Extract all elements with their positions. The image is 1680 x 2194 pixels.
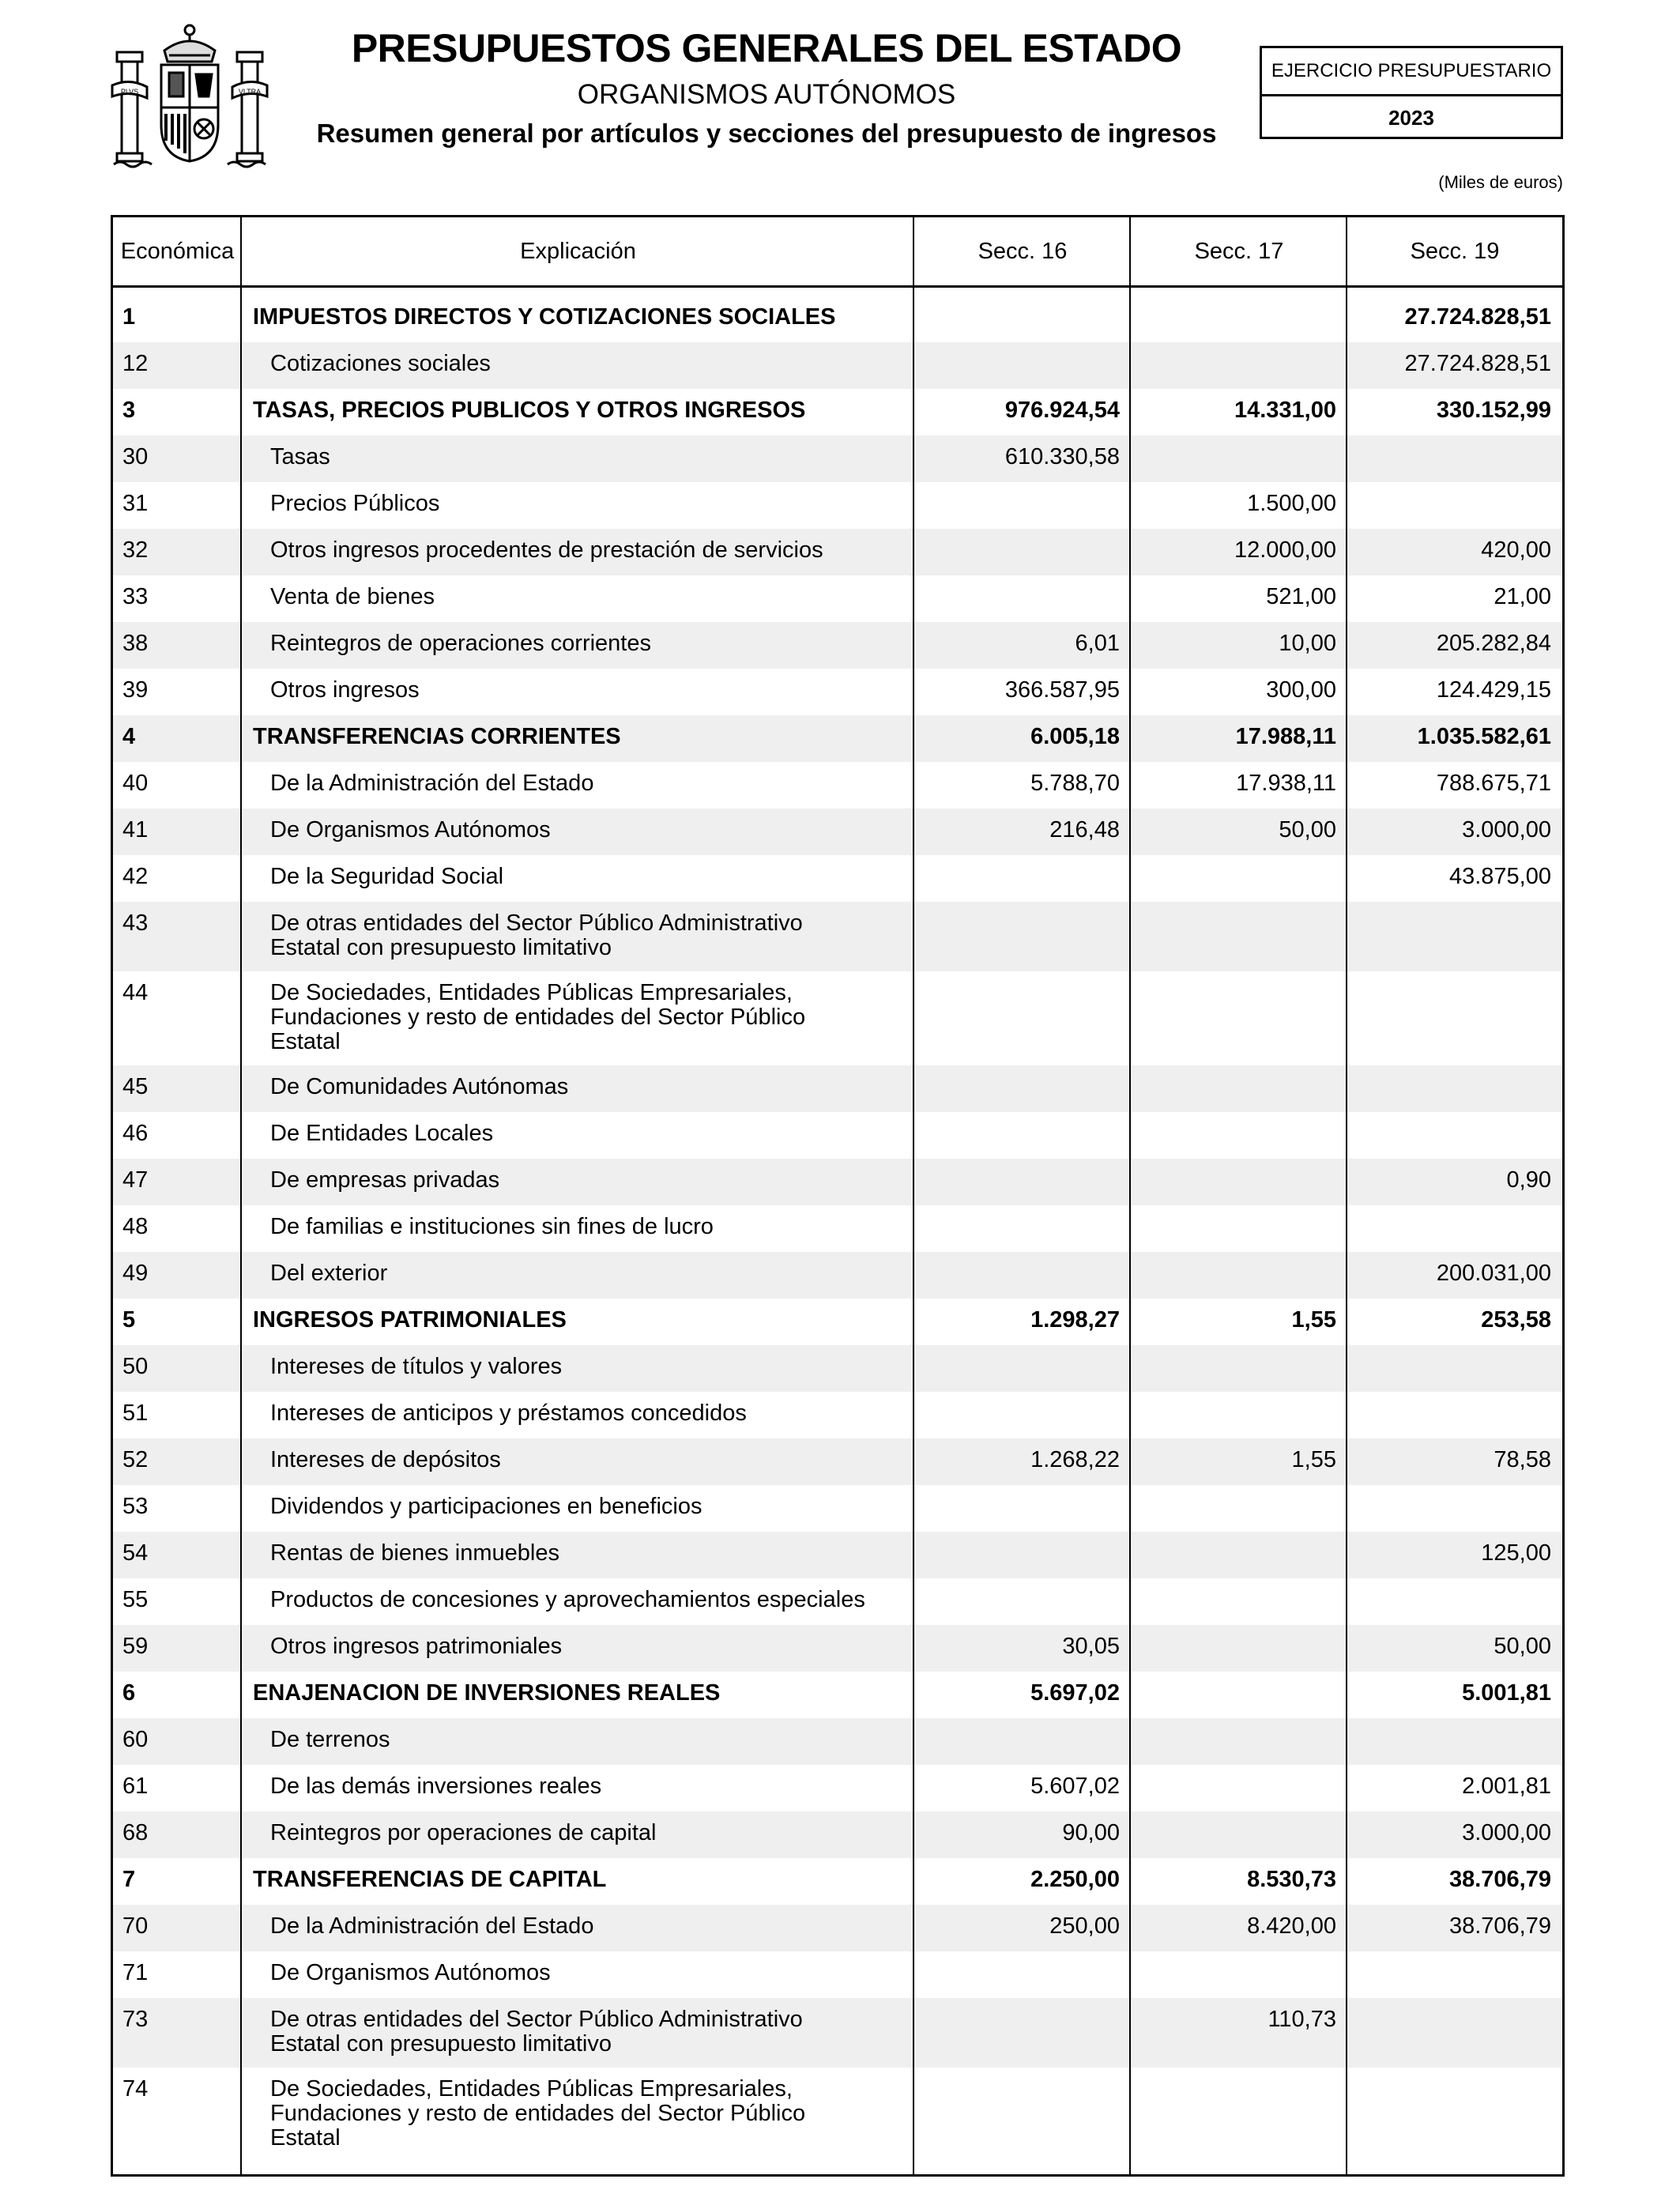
cell-secc17: [1131, 971, 1347, 1065]
cell-secc16: [914, 1159, 1131, 1205]
cell-secc16: 610.330,58: [1004, 444, 1120, 469]
cell-secc17: 8.420,00: [1247, 1913, 1336, 1939]
cell-secc16: [914, 1718, 1131, 1765]
cell-economica: 47: [122, 1167, 149, 1193]
cell-explicacion: Otros ingresos patrimoniales: [270, 1634, 563, 1659]
cell-secc19: 38.706,79: [1448, 1913, 1551, 1939]
table-row: [113, 342, 1562, 389]
cell-secc17: [1131, 1205, 1347, 1252]
col-header-secc17: Secc. 17: [1194, 238, 1284, 264]
table-row: [113, 1438, 1562, 1485]
cell-secc19: 788.675,71: [1436, 771, 1551, 796]
cell-explicacion: De Sociedades, Entidades Públicas Empresariales, Fundaciones y resto de entidades del Sector Público Estatal: [270, 980, 806, 1054]
cell-secc16: [914, 1532, 1131, 1578]
table-row: [113, 669, 1562, 715]
table-row: [113, 296, 1562, 342]
cell-secc16: 366.587,95: [1004, 677, 1120, 703]
cell-secc17: 12.000,00: [1234, 537, 1336, 563]
cell-secc16: [914, 529, 1131, 575]
cell-secc19: 27.724.828,51: [1404, 351, 1551, 376]
cell-secc17: [1131, 1672, 1347, 1718]
cell-secc19: [1347, 1392, 1562, 1438]
table-row: [113, 1485, 1562, 1532]
cell-economica: 4: [122, 724, 136, 749]
table-row: [113, 1065, 1562, 1112]
cell-economica: 40: [122, 771, 149, 796]
cell-secc19: [1347, 1578, 1562, 1625]
table-row: [113, 809, 1562, 855]
table-row: [113, 1858, 1562, 1905]
cell-economica: 5: [122, 1307, 136, 1333]
cell-explicacion: De la Administración del Estado: [270, 1913, 594, 1939]
coat-motto-right: VLTRA: [238, 88, 262, 96]
cell-economica: 46: [122, 1121, 149, 1146]
cell-secc16: [914, 1112, 1131, 1159]
cell-secc17: 8.530,73: [1247, 1867, 1336, 1892]
cell-secc17: [1131, 1252, 1347, 1299]
table-row: [113, 1905, 1562, 1951]
cell-explicacion: Productos de concesiones y aprovechamientos especiales: [270, 1587, 865, 1612]
table-row: [113, 529, 1562, 575]
cell-secc17: [1131, 1578, 1347, 1625]
cell-secc17: [1131, 1065, 1347, 1112]
fiscal-year-value: 2023: [1388, 105, 1434, 130]
cell-explicacion: Otros ingresos: [270, 677, 420, 703]
cell-economica: 73: [122, 2007, 149, 2032]
cell-economica: 38: [122, 631, 149, 656]
cell-secc19: 205.282,84: [1436, 631, 1551, 656]
page-summary: Resumen general por artículos y secciones del presupuesto de ingresos: [316, 119, 1217, 148]
cell-secc19: 5.001,81: [1462, 1680, 1551, 1706]
cell-secc19: [1347, 1345, 1562, 1392]
cell-secc19: 38.706,79: [1448, 1867, 1551, 1892]
cell-secc19: 2.001,81: [1462, 1774, 1551, 1799]
cell-secc19: 420,00: [1481, 537, 1551, 563]
cell-secc19: 21,00: [1494, 584, 1551, 609]
cell-secc19: [1347, 2068, 1562, 2162]
cell-secc16: [914, 575, 1131, 622]
cell-secc16: [914, 1345, 1131, 1392]
cell-explicacion: Intereses de anticipos y préstamos concedidos: [270, 1400, 747, 1426]
table-row: [113, 1951, 1562, 1998]
cell-secc17: 14.331,00: [1234, 398, 1336, 423]
cell-secc19: [1347, 482, 1562, 529]
cell-economica: 71: [122, 1960, 149, 1985]
cell-secc16: [914, 971, 1131, 1065]
cell-secc16: 5.607,02: [1030, 1774, 1120, 1799]
cell-economica: 51: [122, 1400, 149, 1426]
cell-secc16: [914, 1392, 1131, 1438]
cell-economica: 44: [122, 980, 149, 1005]
cell-economica: 6: [122, 1680, 136, 1706]
table-body: [113, 288, 1562, 2162]
cell-explicacion: De otras entidades del Sector Público Administrativo Estatal con presupuesto limitativo: [270, 910, 803, 960]
cell-economica: 31: [122, 491, 149, 516]
cell-explicacion: De las demás inversiones reales: [270, 1774, 602, 1799]
cell-secc17: [1131, 1765, 1347, 1811]
cell-explicacion: Precios Públicos: [270, 491, 440, 516]
table-row: [113, 1345, 1562, 1392]
table-row: [113, 435, 1562, 482]
cell-secc17: [1131, 1532, 1347, 1578]
budget-table: [111, 215, 1565, 2177]
cell-economica: 41: [122, 817, 149, 843]
cell-secc19: 3.000,00: [1462, 817, 1551, 843]
cell-secc16: 90,00: [1062, 1820, 1120, 1845]
cell-secc17: 300,00: [1266, 677, 1336, 703]
cell-economica: 32: [122, 537, 149, 563]
cell-secc19: 3.000,00: [1462, 1820, 1551, 1845]
table-row: [113, 1252, 1562, 1299]
cell-explicacion: De empresas privadas: [270, 1167, 500, 1193]
cell-secc16: 30,05: [1062, 1634, 1120, 1659]
cell-economica: 30: [122, 444, 149, 469]
title-block: [284, 24, 1249, 152]
cell-economica: 43: [122, 910, 149, 936]
col-header-explicacion: Explicación: [520, 238, 636, 264]
cell-economica: 33: [122, 584, 149, 609]
table-header: [113, 217, 1562, 288]
fiscal-year-label: EJERCICIO PRESUPUESTARIO: [1262, 48, 1561, 96]
table-row: [113, 1998, 1562, 2068]
cell-secc16: 6,01: [1075, 631, 1120, 656]
cell-economica: 7: [122, 1867, 136, 1892]
table-row: [113, 1765, 1562, 1811]
cell-secc17: [1131, 1811, 1347, 1858]
cell-economica: 70: [122, 1913, 149, 1939]
cell-secc17: 50,00: [1279, 817, 1336, 843]
cell-secc17: [1131, 1718, 1347, 1765]
cell-secc16: 216,48: [1049, 817, 1120, 843]
cell-secc16: [914, 2068, 1131, 2162]
cell-secc17: 1,55: [1291, 1447, 1336, 1472]
cell-economica: 55: [122, 1587, 149, 1612]
table-row: [113, 1811, 1562, 1858]
cell-secc16: [914, 1065, 1131, 1112]
cell-secc19: [1347, 1205, 1562, 1252]
cell-secc17: 17.938,11: [1236, 771, 1336, 796]
cell-secc17: 1.500,00: [1247, 491, 1336, 516]
table-row: [113, 971, 1562, 1065]
cell-explicacion: De la Seguridad Social: [270, 864, 504, 889]
cell-secc17: [1131, 435, 1347, 482]
cell-secc19: [1347, 1485, 1562, 1532]
cell-explicacion: Reintegros por operaciones de capital: [270, 1820, 657, 1845]
cell-explicacion: De Entidades Locales: [270, 1121, 494, 1146]
table-row: [113, 1299, 1562, 1345]
cell-economica: 68: [122, 1820, 149, 1845]
cell-economica: 1: [122, 304, 136, 330]
cell-explicacion: De la Administración del Estado: [270, 771, 594, 796]
cell-explicacion: Venta de bienes: [270, 584, 435, 609]
cell-economica: 49: [122, 1261, 149, 1286]
cell-explicacion: De terrenos: [270, 1727, 390, 1752]
cell-secc17: [1131, 902, 1347, 971]
cell-secc17: [1131, 1159, 1347, 1205]
cell-economica: 39: [122, 677, 149, 703]
cell-secc17: [1131, 1345, 1347, 1392]
table-row: [113, 1159, 1562, 1205]
cell-secc17: 521,00: [1266, 584, 1336, 609]
cell-secc16: 1.298,27: [1030, 1307, 1120, 1333]
cell-secc16: [914, 342, 1131, 389]
cell-secc16: [914, 1578, 1131, 1625]
cell-secc16: 5.697,02: [1030, 1680, 1120, 1706]
cell-secc16: [914, 1951, 1131, 1998]
cell-secc17: 17.988,11: [1235, 724, 1336, 749]
cell-secc19: 125,00: [1481, 1540, 1551, 1566]
cell-economica: 48: [122, 1214, 149, 1239]
page-subtitle: ORGANISMOS AUTÓNOMOS: [577, 79, 956, 110]
cell-secc17: [1131, 855, 1347, 902]
cell-secc16: 1.268,22: [1030, 1447, 1120, 1472]
cell-explicacion: De Organismos Autónomos: [270, 1960, 551, 1985]
cell-secc19: [1347, 1718, 1562, 1765]
cell-economica: 52: [122, 1447, 149, 1472]
cell-secc16: [914, 1485, 1131, 1532]
page-title: PRESUPUESTOS GENERALES DEL ESTADO: [351, 26, 1182, 70]
cell-explicacion: Del exterior: [270, 1261, 388, 1286]
cell-secc17: [1131, 296, 1347, 342]
cell-secc19: [1347, 971, 1562, 1065]
table-row: [113, 1718, 1562, 1765]
cell-secc16: 250,00: [1049, 1913, 1120, 1939]
cell-secc19: 124.429,15: [1436, 677, 1551, 703]
col-header-secc19: Secc. 19: [1410, 238, 1500, 264]
cell-secc19: 200.031,00: [1436, 1261, 1551, 1286]
cell-secc17: 110,73: [1268, 2007, 1336, 2032]
cell-secc17: [1131, 342, 1347, 389]
cell-secc16: [914, 902, 1131, 971]
cell-explicacion: Otros ingresos procedentes de prestación de servicios: [270, 537, 823, 563]
table-row: [113, 2068, 1562, 2162]
cell-secc16: [914, 296, 1131, 342]
cell-economica: 59: [122, 1634, 149, 1659]
cell-secc19: 27.724.828,51: [1404, 304, 1551, 330]
cell-secc19: 0,90: [1506, 1167, 1551, 1193]
table-row: [113, 762, 1562, 809]
table-row: [113, 1532, 1562, 1578]
cell-explicacion: TRANSFERENCIAS CORRIENTES: [253, 724, 621, 749]
cell-secc17: [1131, 2068, 1347, 2162]
cell-secc19: [1347, 1951, 1562, 1998]
table-row: [113, 1112, 1562, 1159]
table-row: [113, 482, 1562, 529]
cell-secc19: 50,00: [1494, 1634, 1551, 1659]
cell-explicacion: TASAS, PRECIOS PUBLICOS Y OTROS INGRESOS: [253, 398, 806, 423]
cell-economica: 74: [122, 2076, 149, 2102]
cell-economica: 50: [122, 1354, 149, 1379]
table-row: [113, 715, 1562, 762]
cell-secc16: 5.788,70: [1030, 771, 1120, 796]
cell-economica: 3: [122, 398, 136, 423]
cell-economica: 61: [122, 1774, 149, 1799]
cell-economica: 45: [122, 1074, 149, 1099]
cell-economica: 53: [122, 1494, 149, 1519]
cell-economica: 42: [122, 864, 149, 889]
units-note: (Miles de euros): [1438, 172, 1563, 192]
col-divider: [1346, 217, 1347, 2174]
col-divider: [913, 217, 914, 2174]
cell-explicacion: Rentas de bienes inmuebles: [270, 1540, 559, 1566]
cell-secc19: 78,58: [1494, 1447, 1551, 1472]
table-row: [113, 1205, 1562, 1252]
cell-explicacion: Reintegros de operaciones corrientes: [270, 631, 651, 656]
cell-explicacion: Intereses de títulos y valores: [270, 1354, 563, 1379]
cell-secc19: [1347, 1065, 1562, 1112]
table-row: [113, 575, 1562, 622]
cell-secc19: [1347, 1112, 1562, 1159]
cell-secc16: [914, 1252, 1131, 1299]
cell-secc16: 976.924,54: [1004, 398, 1120, 423]
cell-secc16: [914, 1998, 1131, 2068]
cell-explicacion: IMPUESTOS DIRECTOS Y COTIZACIONES SOCIALES: [253, 304, 836, 330]
cell-explicacion: De otras entidades del Sector Público Administrativo Estatal con presupuesto limitativo: [270, 2007, 803, 2056]
cell-economica: 54: [122, 1540, 149, 1566]
cell-explicacion: ENAJENACION DE INVERSIONES REALES: [253, 1680, 721, 1706]
table-row: [113, 389, 1562, 435]
cell-explicacion: De familias e instituciones sin fines de lucro: [270, 1214, 714, 1239]
cell-secc19: [1347, 435, 1562, 482]
cell-secc17: [1131, 1951, 1347, 1998]
cell-secc19: 1.035.582,61: [1417, 724, 1551, 749]
cell-secc17: [1131, 1485, 1347, 1532]
cell-secc19: [1347, 1998, 1562, 2068]
cell-secc19: [1347, 902, 1562, 971]
coat-motto-left: PLVS: [120, 88, 139, 96]
fiscal-year-box: [1260, 46, 1563, 139]
table-row: [113, 1625, 1562, 1672]
col-header-economica: Económica: [120, 238, 235, 264]
cell-economica: 12: [122, 351, 149, 376]
cell-explicacion: De Organismos Autónomos: [270, 817, 551, 843]
cell-secc16: 6.005,18: [1030, 724, 1120, 749]
cell-secc17: [1131, 1625, 1347, 1672]
cell-explicacion: INGRESOS PATRIMONIALES: [253, 1307, 567, 1333]
coat-of-arms-icon: [111, 14, 269, 172]
table-row: [113, 902, 1562, 971]
cell-secc17: [1131, 1112, 1347, 1159]
table-row: [113, 622, 1562, 669]
cell-economica: 60: [122, 1727, 149, 1752]
cell-secc19: 330.152,99: [1436, 398, 1551, 423]
cell-explicacion: Dividendos y participaciones en beneficios: [270, 1494, 703, 1519]
cell-secc19: 43.875,00: [1448, 864, 1551, 889]
col-divider: [1129, 217, 1131, 2174]
cell-explicacion: Tasas: [270, 444, 330, 469]
cell-secc16: [914, 1205, 1131, 1252]
table-row: [113, 1392, 1562, 1438]
table-row: [113, 1672, 1562, 1718]
table-row: [113, 855, 1562, 902]
cell-secc17: 10,00: [1279, 631, 1336, 656]
cell-explicacion: De Sociedades, Entidades Públicas Empresariales, Fundaciones y resto de entidades del Sector Público Estatal: [270, 2076, 806, 2151]
cell-secc16: [914, 482, 1131, 529]
cell-secc16: 2.250,00: [1030, 1867, 1120, 1892]
table-row: [113, 1578, 1562, 1625]
cell-explicacion: Intereses de depósitos: [270, 1447, 501, 1472]
cell-explicacion: De Comunidades Autónomas: [270, 1074, 569, 1099]
cell-secc19: 253,58: [1481, 1307, 1551, 1333]
cell-explicacion: Cotizaciones sociales: [270, 351, 491, 376]
cell-explicacion: TRANSFERENCIAS DE CAPITAL: [253, 1867, 607, 1892]
col-header-secc16: Secc. 16: [977, 238, 1068, 264]
cell-secc16: [914, 855, 1131, 902]
cell-secc17: [1131, 1392, 1347, 1438]
cell-secc17: 1,55: [1291, 1307, 1336, 1333]
col-divider: [240, 217, 242, 2174]
